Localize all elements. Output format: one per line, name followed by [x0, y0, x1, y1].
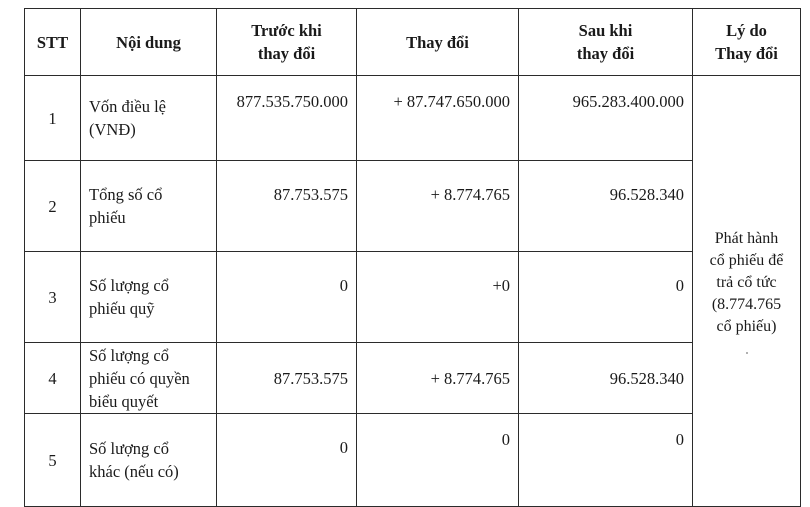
scan-speck	[746, 352, 748, 354]
cell-noi-dung-line: phiếu quỹ	[89, 299, 155, 318]
cell-noi-dung-line: Số lượng cổ	[89, 439, 170, 458]
cell-thay-doi: +0	[357, 252, 519, 343]
cell-thay-doi: + 8.774.765	[357, 161, 519, 252]
header-truoc-khi-thay-doi	[217, 9, 357, 76]
cell-noi-dung-line: biểu quyết	[89, 391, 159, 411]
cell-noi-dung	[81, 161, 217, 252]
reason-line-4: (8.774.765	[711, 296, 782, 313]
cell-stt: 5	[25, 414, 81, 507]
cell-stt: 3	[25, 252, 81, 343]
charter-capital-change-table	[24, 8, 801, 507]
cell-sau: 96.528.340	[519, 161, 693, 252]
cell-noi-dung	[81, 343, 217, 414]
table-row	[25, 343, 801, 414]
table-row	[25, 76, 801, 161]
cell-noi-dung-line: phiếu	[89, 208, 126, 227]
header-sau-line-1: Sau khi	[578, 21, 633, 40]
cell-stt: 2	[25, 161, 81, 252]
cell-noi-dung-line: (VNĐ)	[89, 120, 136, 139]
reason-line-3: trả cổ tức	[716, 274, 777, 291]
header-noi-dung: Nội dung	[81, 9, 217, 76]
cell-sau: 0	[519, 414, 693, 507]
cell-truoc: 87.753.575	[217, 161, 357, 252]
cell-sau: 965.283.400.000	[519, 76, 693, 161]
cell-truoc: 0	[217, 252, 357, 343]
header-ly-do	[693, 9, 801, 76]
header-sau-line-2: thay đổi	[576, 44, 635, 63]
header-truoc-line-2: thay đổi	[257, 44, 316, 63]
cell-noi-dung	[81, 252, 217, 343]
cell-ly-do	[693, 76, 801, 507]
header-truoc-line-1: Trước khi	[251, 21, 322, 40]
cell-stt: 1	[25, 76, 81, 161]
header-sau-khi-thay-doi	[519, 9, 693, 76]
cell-noi-dung-line: Vốn điều lệ	[89, 97, 166, 116]
header-row	[25, 9, 801, 76]
reason-line-1: Phát hành	[714, 230, 779, 247]
cell-truoc: 87.753.575	[217, 343, 357, 414]
cell-noi-dung-line: Số lượng cổ	[89, 276, 170, 295]
cell-thay-doi: + 8.774.765	[357, 343, 519, 414]
table-row	[25, 161, 801, 252]
header-stt: STT	[25, 9, 81, 76]
cell-noi-dung	[81, 76, 217, 161]
reason-line-5: cổ phiếu)	[716, 318, 777, 335]
cell-noi-dung-line: Tổng số cổ	[89, 185, 163, 204]
cell-noi-dung-line: khác (nếu có)	[89, 462, 179, 481]
cell-truoc: 877.535.750.000	[217, 76, 357, 161]
cell-stt: 4	[25, 343, 81, 414]
cell-noi-dung-line: Số lượng cổ	[89, 345, 170, 365]
cell-thay-doi: + 87.747.650.000	[357, 76, 519, 161]
header-ly-do-line-1: Lý do	[726, 21, 767, 40]
header-ly-do-line-2: Thay đổi	[715, 44, 778, 63]
reason-line-2: cổ phiếu để	[709, 252, 784, 269]
cell-thay-doi: 0	[357, 414, 519, 507]
table-row	[25, 252, 801, 343]
cell-sau: 0	[519, 252, 693, 343]
cell-noi-dung	[81, 414, 217, 507]
table-row	[25, 414, 801, 507]
cell-sau: 96.528.340	[519, 343, 693, 414]
cell-noi-dung-line: phiếu có quyền	[89, 368, 190, 388]
header-thay-doi: Thay đổi	[357, 9, 519, 76]
cell-truoc: 0	[217, 414, 357, 507]
